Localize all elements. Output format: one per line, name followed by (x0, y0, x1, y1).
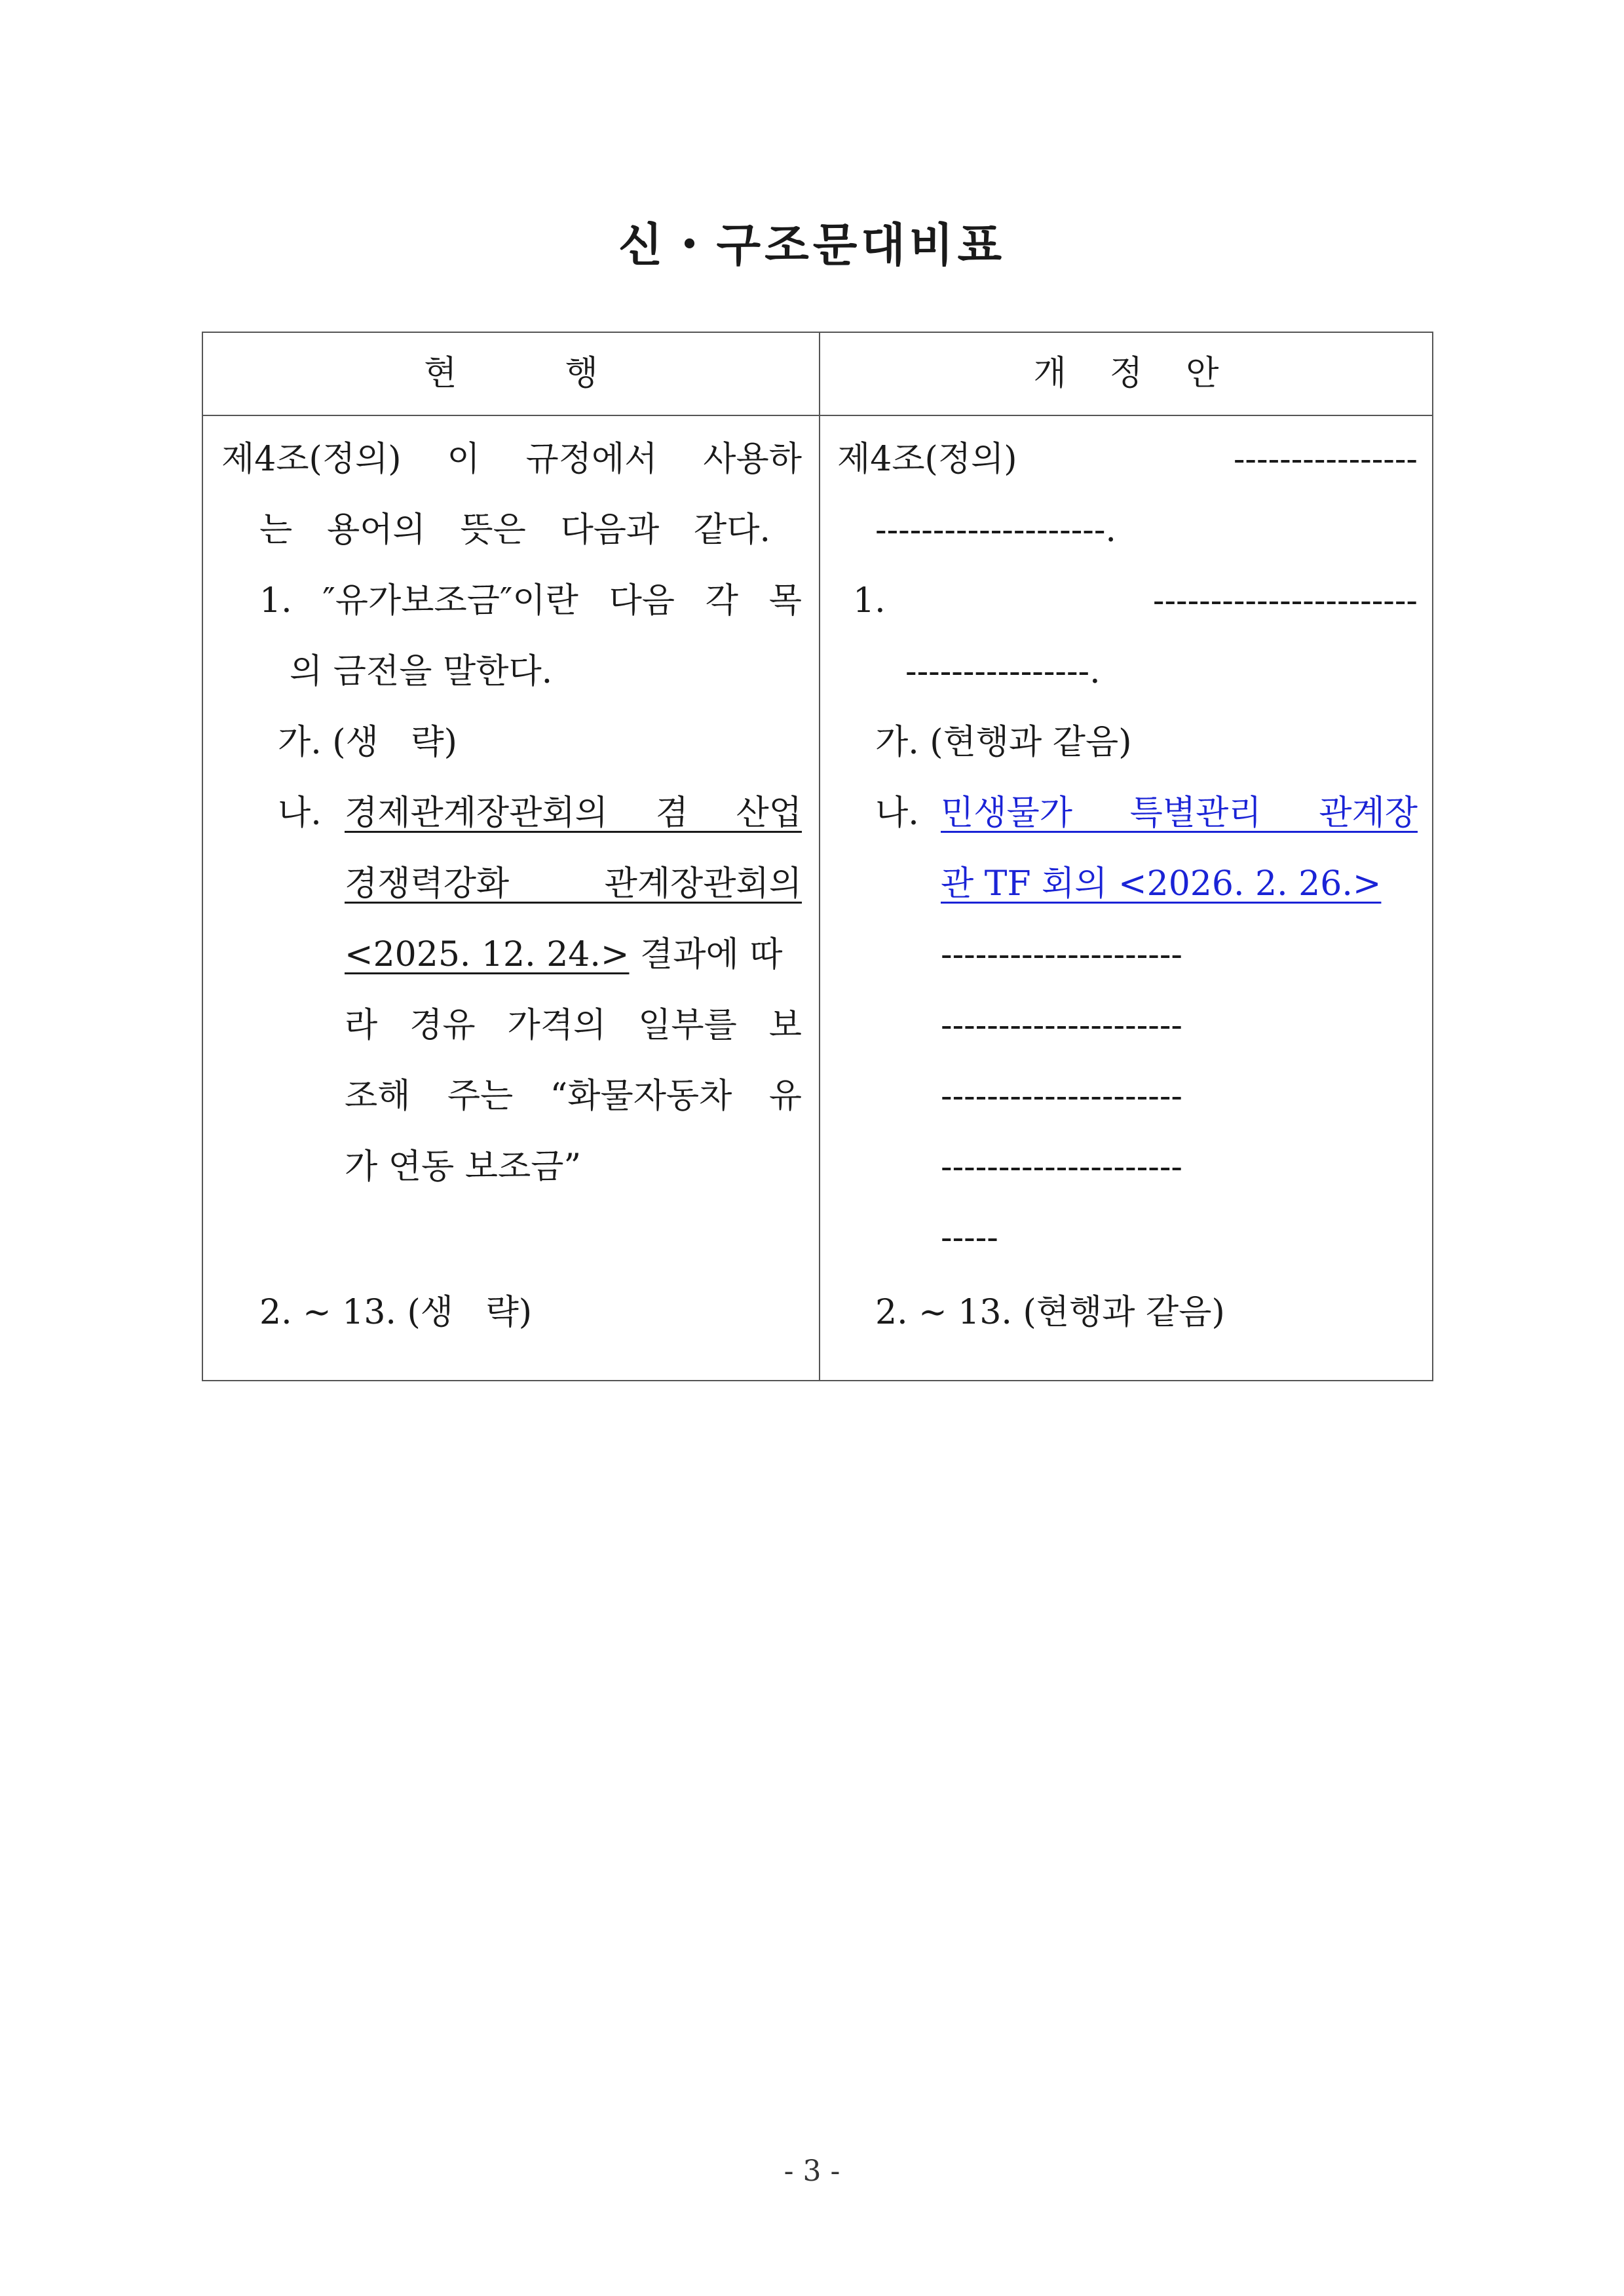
current-item-na-deleted-date: <2025. 12. 24.> (345, 935, 630, 974)
page-title: 신・구조문대비표 (618, 218, 1006, 272)
page-number: - 3 - (784, 2154, 840, 2188)
revised-items-2-13: 2. ∼ 13. (현행과 같음) (875, 1293, 1225, 1332)
revised-item-na-dash-line: --------------------- (941, 1147, 1182, 1187)
current-item-1-line: 의 금전을 말한다. (290, 652, 553, 691)
revised-item-na-dash-line: ----- (941, 1218, 998, 1257)
revised-item-1-line: ----------------. (905, 652, 1101, 691)
comparison-table (202, 332, 1433, 1381)
revised-item-na-inserted-line: 민생물가 특별관리 관계장 (941, 794, 1418, 833)
current-item-na-line: 조해 주는 “화물자동차 유 (345, 1077, 802, 1116)
revised-article-line: --------------------. (875, 510, 1116, 550)
current-items-2-13: 2. ∼ 13. (생 략) (259, 1293, 533, 1332)
revised-item-1-line: 1. ----------------------- (853, 581, 1418, 621)
current-item-na-deleted-line: 경제관계장관회의 겸 산업 (345, 794, 802, 833)
current-item-ga: 가. (생 략) (278, 723, 457, 762)
current-item-na-line (345, 932, 782, 978)
header-divider (203, 415, 1432, 416)
revised-article-line: 제4조(정의) ---------------- (837, 440, 1418, 479)
current-item-na-line: 가 연동 보조금” (345, 1147, 582, 1187)
revised-item-na-dash-line: --------------------- (941, 935, 1182, 974)
revised-item-ga: 가. (현행과 같음) (875, 723, 1132, 762)
revised-item-na-dash-line: --------------------- (941, 1006, 1182, 1045)
column-divider (819, 333, 820, 1380)
current-article-line: 제4조(정의) 이 규정에서 사용하 (221, 440, 802, 479)
current-item-na-label: 나. (278, 794, 322, 833)
revised-item-na-inserted-line: 관 TF 회의 <2026. 2. 26.> (941, 864, 1382, 904)
current-item-na-text: 결과에 따 (629, 935, 783, 974)
current-item-1-line: 1. ″유가보조금″이란 다음 각 목 (259, 581, 802, 621)
header-revised: 개 정 안 (1033, 354, 1219, 393)
revised-item-na-dash-line: --------------------- (941, 1077, 1182, 1116)
current-article-line: 는 용어의 뜻은 다음과 같다. (259, 510, 770, 550)
current-item-na-line: 라 경유 가격의 일부를 보 (345, 1006, 802, 1045)
header-current: 현 행 (424, 354, 598, 393)
current-item-na-deleted-line: 경쟁력강화 관계장관회의 (345, 864, 802, 904)
revised-item-na-label: 나. (875, 794, 919, 833)
